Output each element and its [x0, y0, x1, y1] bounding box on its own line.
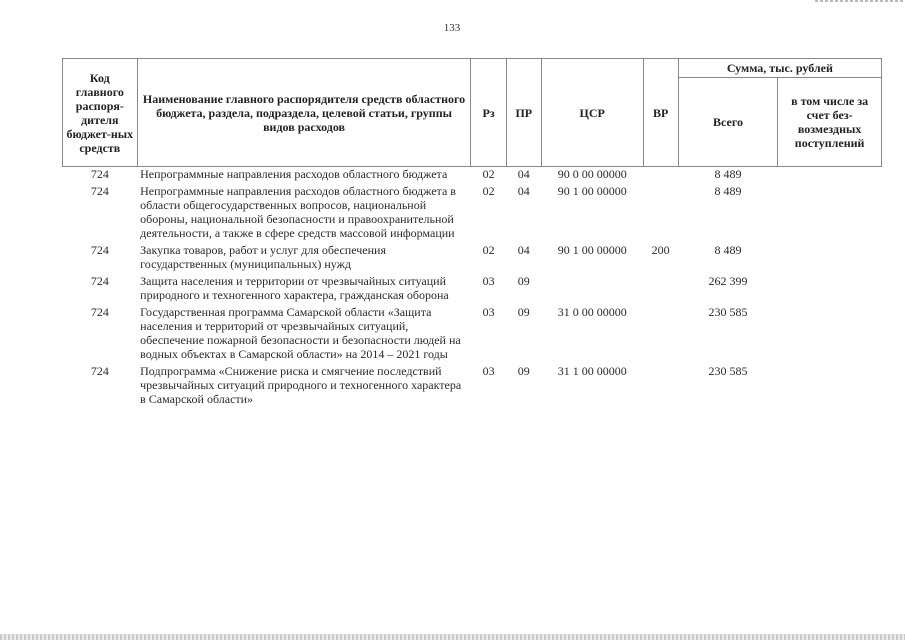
table-header-row-1 — [63, 59, 882, 78]
cell-csr: 31 1 00 00000 — [557, 364, 627, 378]
cell-name: Закупка товаров, работ и услуг для обеспечения государственных (муниципальных) нужд — [140, 243, 386, 271]
cell-rz: 02 — [482, 243, 495, 257]
cell-name: Непрограммные направления расходов областного бюджета — [140, 167, 448, 181]
cell-total: 230 585 — [708, 305, 748, 319]
cell-gratuitous — [778, 167, 882, 185]
cell-csr: 31 0 00 00000 — [557, 305, 627, 319]
cell-pr: 09 — [517, 274, 530, 288]
cell-rz: 02 — [482, 184, 495, 198]
cell-vr — [643, 184, 678, 243]
scan-edge-bottom — [0, 634, 905, 640]
cell-vr — [643, 274, 678, 305]
cell-total: 8 489 — [714, 167, 742, 181]
cell-vr — [643, 305, 678, 364]
cell-name: Подпрограмма «Снижение риска и смягчение последствий чрезвычайных ситуаций природного и техногенного характера в Самарской области» — [140, 364, 462, 406]
cell-csr — [541, 274, 643, 305]
cell-name: Непрограммные направления расходов областного бюджета в области общегосударственных вопросов, национальной обороны, национальной безопасности и правоохранительной деятельности, а также в сфере средств массовой информации — [140, 184, 456, 240]
header-vr: ВР — [643, 59, 678, 167]
cell-pr: 04 — [517, 184, 530, 198]
cell-gratuitous — [778, 274, 882, 305]
cell-code: 724 — [90, 167, 109, 181]
cell-code: 724 — [90, 243, 109, 257]
cell-rz: 03 — [482, 305, 495, 319]
table-row — [63, 274, 882, 305]
cell-rz: 02 — [482, 167, 495, 181]
cell-total: 8 489 — [714, 243, 742, 257]
header-csr: ЦСР — [541, 59, 643, 167]
cell-gratuitous — [778, 243, 882, 274]
cell-csr: 90 0 00 00000 — [557, 167, 627, 181]
cell-gratuitous — [778, 184, 882, 243]
scan-edge-top — [815, 0, 905, 2]
cell-vr — [643, 167, 678, 185]
cell-pr: 04 — [517, 167, 530, 181]
cell-total: 230 585 — [708, 364, 748, 378]
cell-code: 724 — [90, 184, 109, 198]
cell-vr — [643, 364, 678, 409]
cell-pr: 09 — [517, 364, 530, 378]
table-row — [63, 184, 882, 243]
cell-rz: 03 — [482, 274, 495, 288]
cell-code: 724 — [90, 305, 109, 319]
header-pr: ПР — [506, 59, 541, 167]
cell-rz: 03 — [482, 364, 495, 378]
header-gratuitous: в том числе за счет без-возмездных поступлений — [778, 78, 882, 167]
cell-name: Государственная программа Самарской области «Защита населения и территорий от чрезвычайных ситуаций, обеспечение пожарной безопасности и безопасности людей на водных объектах в Самарской области» на 2014 – 2021 годы — [140, 305, 461, 361]
cell-vr: 200 — [651, 243, 670, 257]
cell-pr: 04 — [517, 243, 530, 257]
header-total: Всего — [678, 78, 778, 167]
header-sum: Сумма, тыс. рублей — [678, 59, 881, 78]
header-rz: Рз — [471, 59, 506, 167]
table-row — [63, 364, 882, 409]
cell-pr: 09 — [517, 305, 530, 319]
page-number: 133 — [443, 22, 461, 34]
table-row — [63, 167, 882, 185]
table-row — [63, 305, 882, 364]
cell-gratuitous — [778, 364, 882, 409]
cell-total: 262 399 — [708, 274, 748, 288]
cell-name: Защита населения и территории от чрезвычайных ситуаций природного и техногенного характера, гражданская оборона — [140, 274, 449, 302]
table-row — [63, 243, 882, 274]
cell-code: 724 — [90, 274, 109, 288]
cell-csr: 90 1 00 00000 — [557, 184, 627, 198]
cell-csr: 90 1 00 00000 — [557, 243, 627, 257]
header-name: Наименование главного распорядителя средств областного бюджета, раздела, подраздела, целевой статьи, группы видов расходов — [137, 59, 471, 167]
header-code: Код главного распоря-дителя бюджет-ных средств — [63, 59, 138, 167]
cell-total: 8 489 — [714, 184, 742, 198]
cell-code: 724 — [90, 364, 109, 378]
budget-table — [62, 58, 882, 409]
cell-gratuitous — [778, 305, 882, 364]
